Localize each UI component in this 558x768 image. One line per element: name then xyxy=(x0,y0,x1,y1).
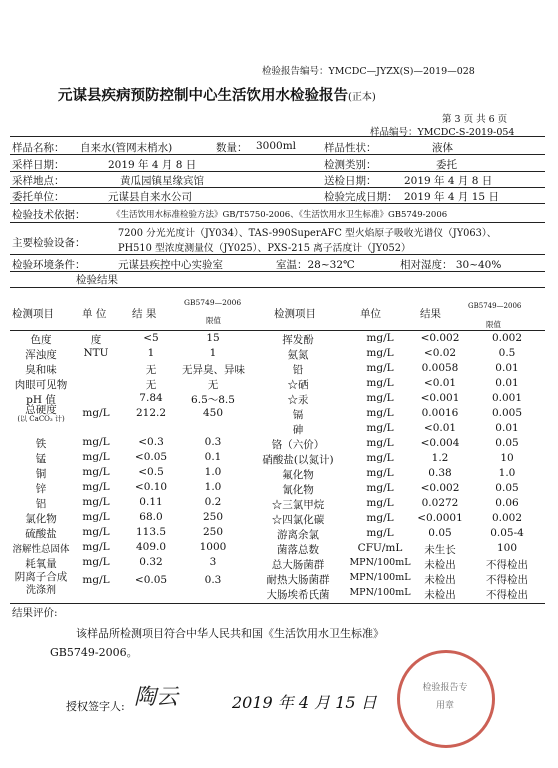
right-unit-cell: mg/L xyxy=(366,392,394,404)
left-result-cell: 0.11 xyxy=(139,495,163,508)
col-header-limit-2: 限值 xyxy=(486,320,501,329)
left-limit-cell: 0.2 xyxy=(204,495,222,508)
left-item-cell: 总硬度 xyxy=(25,404,57,416)
right-result-cell: <0.0001 xyxy=(417,512,463,524)
right-limit-cell: 不得检出 xyxy=(486,574,528,586)
right-item-cell: 氰化物 xyxy=(282,484,314,496)
right-result-cell: 1.2 xyxy=(431,452,449,464)
right-unit-cell: mg/L xyxy=(366,497,394,509)
right-result-cell: <0.01 xyxy=(423,377,457,389)
right-unit-cell: mg/L xyxy=(366,437,394,449)
left-result-cell: <0.05 xyxy=(134,450,168,463)
right-limit-cell: 100 xyxy=(496,542,518,554)
left-item-cell: 臭和味 xyxy=(25,364,57,376)
left-item-cell: 锰 xyxy=(35,452,47,465)
right-item-cell: ☆四氯化碳 xyxy=(271,514,325,526)
right-limit-cell: 0.01 xyxy=(495,362,519,374)
left-item-cell: 溶解性总固体 xyxy=(12,543,70,555)
left-item-cell: 色度 xyxy=(30,334,52,346)
right-limit-cell: 0.5 xyxy=(498,347,516,359)
right-result-cell: 0.05 xyxy=(428,527,452,539)
left-limit-cell: 0.3 xyxy=(204,573,222,586)
right-unit-cell: MPN/100mL xyxy=(349,557,411,568)
left-limit-cell: 0.3 xyxy=(204,435,222,448)
right-limit-cell: 不得检出 xyxy=(486,589,528,601)
env-label: 检验环境条件： xyxy=(12,259,86,271)
right-limit-cell: 0.06 xyxy=(495,497,519,509)
left-item-cell: pH 值 xyxy=(26,394,56,406)
right-result-cell: 0.38 xyxy=(428,467,452,479)
right-unit-cell: MPN/100mL xyxy=(349,572,411,583)
left-result-cell: 212.2 xyxy=(135,407,167,419)
left-unit-cell: mg/L xyxy=(82,540,110,553)
info-rule xyxy=(10,171,545,172)
left-result-cell: <5 xyxy=(143,332,159,344)
sampling-date-value: 2019 年 4 月 8 日 xyxy=(108,159,197,171)
sampling-site-label: 采样地点： xyxy=(12,175,65,187)
left-unit-cell: NTU xyxy=(83,347,109,359)
left-result-cell: 68.0 xyxy=(139,510,163,523)
quantity-label: 数量： xyxy=(216,142,248,154)
equipment-line-2: PH510 型浓度测量仪（JY025）、PXS-215 离子活度计（JY052） xyxy=(118,243,411,254)
right-result-cell: <0.001 xyxy=(420,392,460,404)
right-result-cell: 0.0016 xyxy=(421,407,459,419)
left-result-cell: 0.32 xyxy=(139,555,163,568)
left-item-cell: 硫酸盐 xyxy=(25,527,57,540)
right-item-cell: 镉 xyxy=(292,409,304,421)
right-result-cell: <0.002 xyxy=(420,332,460,344)
finish-date-label: 检验完成日期： xyxy=(324,191,398,203)
room-temp: 室温：28~32℃ xyxy=(276,259,355,271)
right-limit-cell: 0.002 xyxy=(491,332,523,344)
info-rule xyxy=(10,187,545,188)
left-limit-cell: 无 xyxy=(207,379,219,391)
table-bottom-rule xyxy=(10,603,545,604)
submit-date-label: 送检日期： xyxy=(324,175,377,187)
right-unit-cell: mg/L xyxy=(366,347,394,359)
right-limit-cell: 0.005 xyxy=(491,407,523,419)
left-unit-cell: 度 xyxy=(90,334,102,346)
right-item-cell: ☆汞 xyxy=(287,394,309,406)
quantity-value: 3000ml xyxy=(256,140,297,152)
left-limit-cell: 250 xyxy=(202,510,224,523)
right-item-cell: 总大肠菌群 xyxy=(271,559,325,571)
right-result-cell: <0.02 xyxy=(423,347,457,359)
right-result-cell: <0.01 xyxy=(423,422,457,434)
left-result-cell: <0.3 xyxy=(138,435,164,448)
left-limit-cell: 1 xyxy=(209,347,217,359)
right-unit-cell: mg/L xyxy=(366,422,394,434)
left-limit-cell: 1.0 xyxy=(204,480,222,493)
right-result-cell: <0.002 xyxy=(420,482,460,494)
signing-date: 2019 年 4 月 15 日 xyxy=(232,693,377,712)
right-result-cell: 0.0272 xyxy=(421,497,459,509)
left-limit-cell: 无异臭、异味 xyxy=(182,364,245,376)
results-heading: 检验结果 xyxy=(76,274,118,286)
left-item-cell-sub: 洗涤剂 xyxy=(26,584,56,596)
left-unit-cell: mg/L xyxy=(82,510,110,523)
left-item-cell: 肉眼可见物 xyxy=(14,379,68,391)
left-result-cell: 无 xyxy=(145,379,157,391)
left-limit-cell: 1.0 xyxy=(204,465,222,478)
right-unit-cell: mg/L xyxy=(366,482,394,494)
left-unit-cell: mg/L xyxy=(82,450,110,463)
right-unit-cell: mg/L xyxy=(366,467,394,479)
col-header-unit: 单 位 xyxy=(82,308,107,320)
right-unit-cell: mg/L xyxy=(366,377,394,389)
right-limit-cell: 1.0 xyxy=(498,467,516,479)
info-rule xyxy=(10,222,545,223)
left-unit-cell: mg/L xyxy=(82,555,110,568)
report-title: 元谋县疾病预防控制中心生活饮用水检验报告(正本) xyxy=(58,87,376,104)
sampling-site-value: 黄瓜园镇星缘宾馆 xyxy=(120,175,204,187)
sample-name-value: 自来水(管网末梢水) xyxy=(80,142,173,154)
right-item-cell: ☆三氯甲烷 xyxy=(271,499,325,511)
right-limit-cell: 0.05 xyxy=(495,482,519,494)
left-item-cell: 锌 xyxy=(35,482,47,495)
col-header-result-2: 结果 xyxy=(420,308,441,320)
right-item-cell: 耐热大肠菌群 xyxy=(266,574,330,586)
info-top-rule xyxy=(10,136,545,137)
submit-date-value: 2019 年 4 月 8 日 xyxy=(404,175,493,187)
col-header-item: 检测项目 xyxy=(12,308,54,320)
official-seal xyxy=(397,650,495,748)
left-item-cell: 氯化物 xyxy=(25,512,57,525)
left-item-cell: 浑浊度 xyxy=(25,349,57,361)
info-rule xyxy=(10,154,545,155)
left-result-cell: <0.05 xyxy=(134,573,168,586)
right-item-cell: 菌落总数 xyxy=(277,544,319,556)
evaluation-text-1: 该样品所检测项目符合中华人民共和国《生活饮用水卫生标准》 xyxy=(76,627,384,640)
right-item-cell: 氟化物 xyxy=(282,469,314,481)
test-type-label: 检测类别： xyxy=(324,159,377,171)
right-unit-cell: mg/L xyxy=(366,332,394,344)
left-item-cell: 阴离子合成 xyxy=(14,570,68,583)
equipment-line-1: 7200 分光光度计（JY034）、TAS-990SuperAFC 型火焰原子吸收光谱仪（JY063）、 xyxy=(118,228,497,239)
info-rule xyxy=(10,203,545,204)
client-label: 委托单位： xyxy=(12,191,65,203)
left-limit-cell: 6.5～8.5 xyxy=(191,394,235,406)
left-result-cell: 7.84 xyxy=(139,392,163,404)
sample-name-label: 样品名称： xyxy=(12,142,65,154)
right-item-cell: ☆硒 xyxy=(287,379,309,391)
right-item-cell: 砷 xyxy=(292,424,304,436)
humidity: 相对湿度： 30~40% xyxy=(400,259,502,271)
right-result-cell: 未检出 xyxy=(424,589,456,601)
equipment-label: 主要检验设备： xyxy=(12,237,86,249)
right-unit-cell: mg/L xyxy=(366,527,394,539)
right-limit-cell: 0.05-4 xyxy=(490,527,524,539)
left-unit-cell: mg/L xyxy=(82,435,110,448)
signature: 陶云 xyxy=(134,685,179,710)
right-result-cell: <0.004 xyxy=(420,437,460,449)
signer-label: 授权签字人: xyxy=(66,700,125,713)
left-limit-cell: 450 xyxy=(202,407,224,419)
left-item-cell: 铝 xyxy=(35,497,47,510)
nature-value: 液体 xyxy=(432,142,453,154)
left-item-cell: 耗氧量 xyxy=(25,557,57,570)
finish-date-value: 2019 年 4 月 15 日 xyxy=(404,191,499,203)
sample-number: 样品编号：YMCDC-S-2019-054 xyxy=(370,127,515,138)
left-limit-cell: 3 xyxy=(209,555,217,568)
right-limit-cell: 0.05 xyxy=(495,437,519,449)
col-header-standard: GB5749—2006 xyxy=(184,298,242,307)
col-header-limit: 限值 xyxy=(206,316,221,325)
left-result-cell: <0.10 xyxy=(134,480,168,493)
right-result-cell: 0.0058 xyxy=(421,362,459,374)
left-unit-cell: mg/L xyxy=(82,525,110,538)
report-number: 检验报告编号：YMCDC—JYZX(S)—2019—028 xyxy=(262,66,475,77)
results-rule xyxy=(10,287,545,288)
right-unit-cell: mg/L xyxy=(366,512,394,524)
sampling-date-label: 采样日期： xyxy=(12,159,65,171)
right-unit-cell: MPN/100mL xyxy=(349,587,411,598)
left-item-cell: 铁 xyxy=(35,437,47,450)
left-unit-cell: mg/L xyxy=(82,495,110,508)
right-item-cell: 氨氮 xyxy=(287,349,309,361)
left-result-cell: <0.5 xyxy=(138,465,164,478)
test-type-value: 委托 xyxy=(436,159,457,171)
col-header-item-2: 检测项目 xyxy=(274,308,316,320)
right-limit-cell: 0.01 xyxy=(495,422,519,434)
basis-value: 《生活饮用水标准检验方法》GB/T5750-2006、《生活饮用水卫生标准》GB5749-2006 xyxy=(112,210,448,220)
left-unit-cell: mg/L xyxy=(82,480,110,493)
evaluation-label: 结果评价: xyxy=(12,607,58,619)
right-unit-cell: mg/L xyxy=(366,407,394,419)
left-result-cell: 409.0 xyxy=(135,540,167,553)
right-item-cell: 铅 xyxy=(292,364,304,376)
left-limit-cell: 0.1 xyxy=(204,450,222,463)
right-unit-cell: mg/L xyxy=(366,362,394,374)
left-item-cell-sub: (以 CaCO₃ 计) xyxy=(17,415,65,423)
right-item-cell: 大肠埃希氏菌 xyxy=(266,589,330,601)
right-result-cell: 未检出 xyxy=(424,559,456,571)
table-header-rule xyxy=(10,330,545,331)
left-unit-cell: mg/L xyxy=(82,407,110,419)
right-limit-cell: 10 xyxy=(500,452,514,464)
left-unit-cell: mg/L xyxy=(82,573,110,586)
left-unit-cell: mg/L xyxy=(82,465,110,478)
nature-label: 样品性状： xyxy=(324,142,377,154)
right-item-cell: 挥发酚 xyxy=(282,334,314,346)
col-header-standard-2: GB5749—2006 xyxy=(468,302,522,310)
right-unit-cell: mg/L xyxy=(366,452,394,464)
right-item-cell: 游离余氯 xyxy=(277,529,319,541)
client-value: 元谋县自来水公司 xyxy=(108,191,192,203)
seal-text: 检验报告专用章 xyxy=(422,683,468,711)
env-lab-value: 元谋县疾控中心实验室 xyxy=(118,259,223,271)
right-result-cell: 未检出 xyxy=(424,574,456,586)
col-header-unit-2: 单位 xyxy=(360,308,381,320)
left-item-cell: 铜 xyxy=(35,467,47,480)
left-result-cell: 无 xyxy=(145,364,157,376)
left-limit-cell: 15 xyxy=(206,332,220,344)
left-limit-cell: 250 xyxy=(202,525,224,538)
col-header-result: 结 果 xyxy=(132,308,157,320)
right-limit-cell: 0.001 xyxy=(491,392,523,404)
left-result-cell: 1 xyxy=(147,347,155,359)
left-limit-cell: 1000 xyxy=(199,540,227,553)
left-result-cell: 113.5 xyxy=(135,525,167,538)
right-item-cell: 铬（六价） xyxy=(271,439,325,451)
right-limit-cell: 0.01 xyxy=(495,377,519,389)
evaluation-text-2: GB5749-2006。 xyxy=(50,646,138,659)
right-item-cell: 硝酸盐(以氮计) xyxy=(262,454,334,466)
right-limit-cell: 不得检出 xyxy=(486,559,528,571)
right-unit-cell: CFU/mL xyxy=(357,542,403,554)
page-indicator: 第 3 页 共 6 页 xyxy=(442,114,508,125)
right-limit-cell: 0.002 xyxy=(491,512,523,524)
info-rule xyxy=(10,254,545,255)
basis-label: 检验技术依据： xyxy=(12,209,86,221)
right-result-cell: 未生长 xyxy=(424,544,456,556)
